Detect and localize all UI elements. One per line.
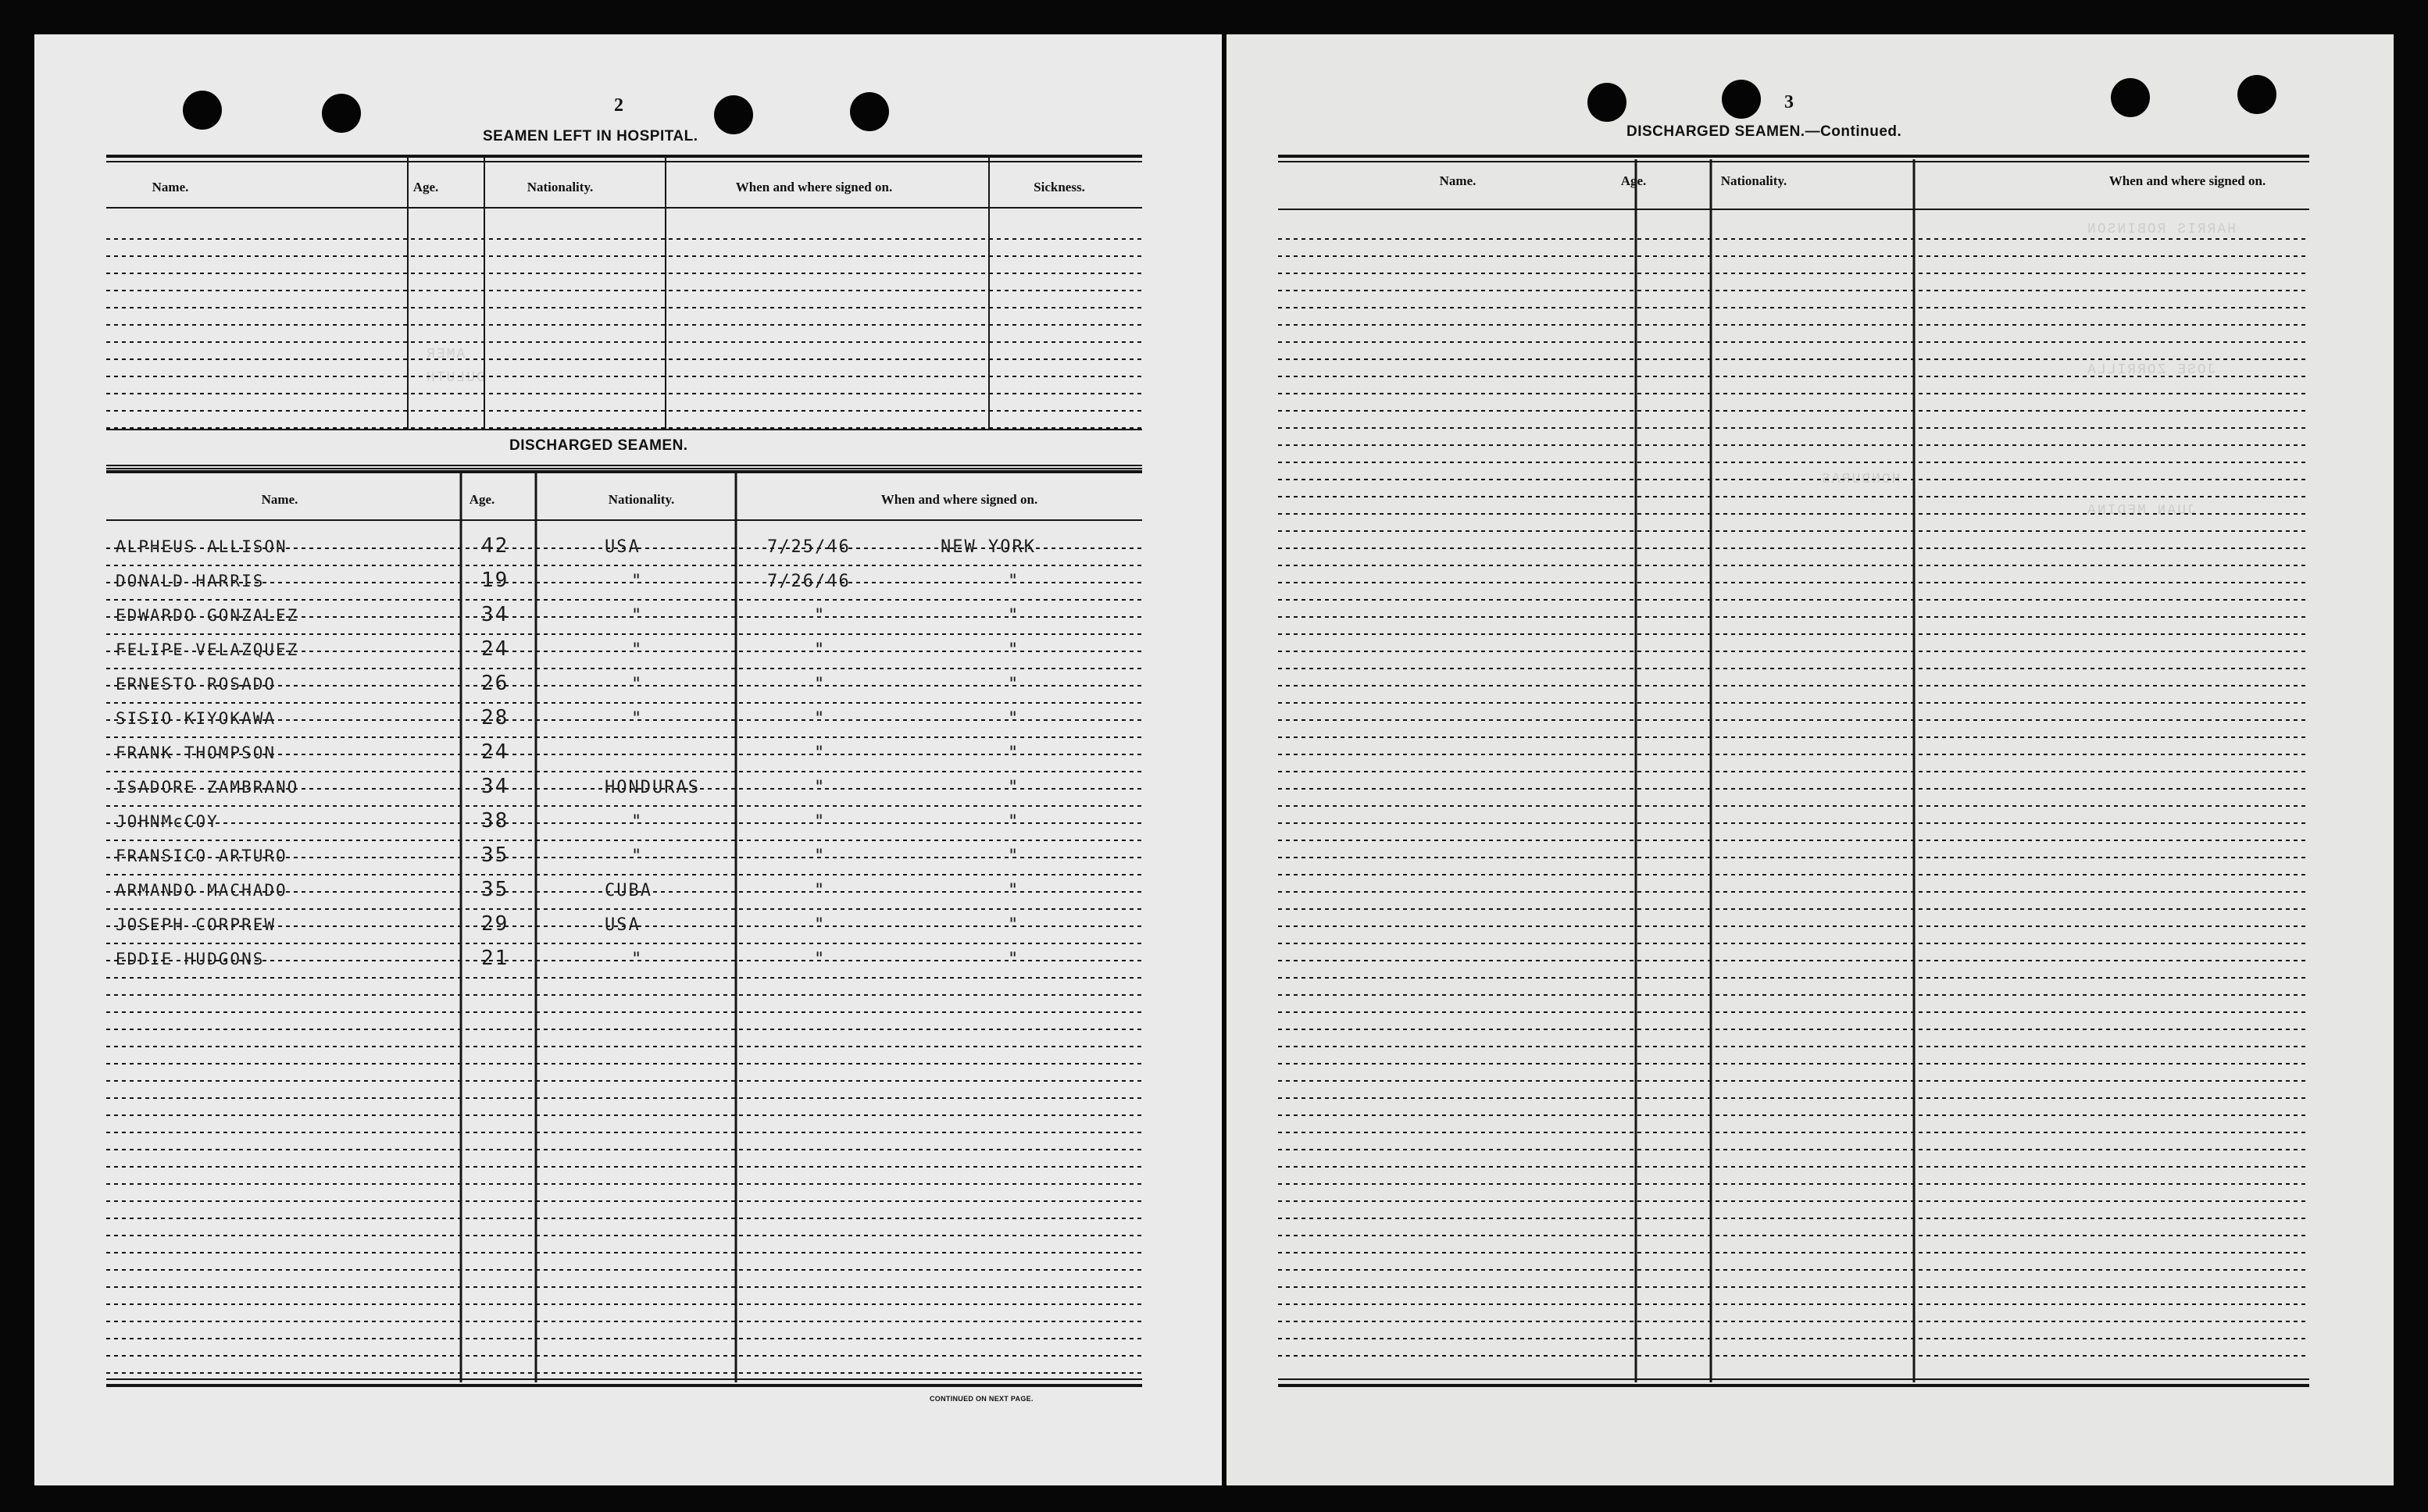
cell-nationality: ": [631, 606, 644, 626]
discharged-header-name: Name.: [261, 492, 298, 507]
cell-age: 42: [481, 534, 509, 558]
right-header-name: Name.: [1439, 173, 1476, 188]
hospital-header-nationality: Nationality.: [527, 180, 594, 194]
hospital-section-title: SEAMEN LEFT IN HOSPITAL.: [483, 128, 698, 144]
cell-place: ": [1008, 778, 1020, 797]
cell-name: SISIO KIYOKAWA: [116, 709, 277, 728]
right-header-nationality: Nationality.: [1720, 173, 1787, 188]
cell-age: 34: [481, 775, 509, 798]
right-rules: [1226, 34, 2394, 1485]
cell-nationality: CUBA: [605, 881, 652, 900]
cell-age: 35: [481, 878, 509, 901]
cell-place: NEW YORK: [941, 537, 1036, 557]
cell-name: ISADORE ZAMBRANO: [116, 778, 299, 797]
cell-date: ": [814, 847, 827, 866]
cell-nationality: ": [631, 709, 644, 729]
cell-age: 19: [481, 569, 509, 592]
cell-date: ": [814, 915, 827, 935]
cell-name: ARMANDO MACHADO: [116, 881, 287, 900]
cell-place: ": [1008, 606, 1020, 626]
cell-place: ": [1008, 915, 1020, 935]
cell-place: ": [1008, 572, 1020, 591]
discharged-header-nationality: Nationality.: [608, 492, 675, 507]
cell-place: ": [1008, 675, 1020, 694]
cell-place: ": [1008, 709, 1020, 729]
cell-name: JOHNMcCOY: [116, 812, 219, 831]
show-through-text: HONDURAS: [1820, 472, 1901, 487]
show-through-text: JUAN MEDINA: [2086, 503, 2196, 519]
cell-age: 35: [481, 843, 509, 867]
show-through-text: JOSE ZORRILLA: [2086, 362, 2216, 378]
cell-place: ": [1008, 847, 1020, 866]
cell-age: 29: [481, 912, 509, 936]
cell-nationality: ": [631, 640, 644, 660]
page-number: 2: [614, 95, 623, 116]
show-through-text: HARRIS ROBINSON: [2086, 222, 2237, 237]
cell-nationality: USA: [605, 537, 641, 557]
left-page: [34, 34, 1222, 1485]
cell-nationality: ": [631, 847, 644, 866]
cell-nationality: HONDURAS: [605, 778, 700, 797]
cell-date: ": [814, 881, 827, 900]
cell-age: 24: [481, 740, 509, 764]
cell-date: ": [814, 744, 827, 763]
page-number: 3: [1784, 92, 1794, 112]
cell-name: ALPHEUS ALLISON: [116, 537, 287, 556]
cell-nationality: ": [631, 675, 644, 694]
discharged-continued-title: DISCHARGED SEAMEN.—Continued.: [1626, 123, 1902, 140]
cell-age: 28: [481, 706, 509, 729]
cell-date: 7/25/46: [767, 537, 851, 557]
cell-date: 7/26/46: [767, 572, 851, 591]
show-through-text: DULUTH: [425, 370, 485, 386]
cell-name: FRANK THOMPSON: [116, 744, 277, 762]
cell-place: ": [1008, 744, 1020, 763]
right-header-age: Age.: [1620, 173, 1647, 188]
cell-nationality: ": [631, 950, 644, 969]
right-page: [1226, 34, 2394, 1485]
cell-nationality: ": [631, 572, 644, 591]
discharged-header-signed-on: When and where signed on.: [880, 492, 1038, 507]
cell-place: ": [1008, 640, 1020, 660]
cell-name: FELIPE VELAZQUEZ: [116, 640, 299, 659]
cell-date: ": [814, 606, 827, 626]
cell-nationality: USA: [605, 915, 641, 935]
hospital-header-name: Name.: [152, 180, 189, 194]
show-through-text: AMER: [425, 347, 466, 362]
cell-date: ": [814, 675, 827, 694]
cell-place: ": [1008, 950, 1020, 969]
cell-place: ": [1008, 812, 1020, 832]
cell-name: DONALD HARRIS: [116, 572, 265, 590]
cell-date: ": [814, 778, 827, 797]
cell-name: FRANSICO ARTURO: [116, 847, 287, 865]
cell-date: ": [814, 709, 827, 729]
cell-age: 26: [481, 672, 509, 695]
right-header-signed-on: When and where signed on.: [2108, 173, 2266, 188]
cell-name: ERNESTO ROSADO: [116, 675, 277, 694]
continued-note: CONTINUED ON NEXT PAGE.: [930, 1395, 1034, 1403]
cell-age: 21: [481, 947, 509, 970]
cell-nationality: ": [631, 812, 644, 832]
hospital-header-signed-on: When and where signed on.: [735, 180, 893, 194]
cell-name: EDWARDO GONZALEZ: [116, 606, 299, 625]
cell-age: 38: [481, 809, 509, 833]
discharged-header-age: Age.: [469, 492, 495, 507]
cell-date: ": [814, 812, 827, 832]
cell-name: EDDIE HUDGONS: [116, 950, 265, 968]
cell-place: ": [1008, 881, 1020, 900]
cell-age: 34: [481, 603, 509, 626]
hospital-header-age: Age.: [412, 180, 439, 194]
cell-date: ": [814, 640, 827, 660]
discharged-section-title: DISCHARGED SEAMEN.: [509, 437, 688, 454]
cell-age: 24: [481, 637, 509, 661]
hospital-header-sickness: Sickness.: [1034, 180, 1085, 194]
cell-date: ": [814, 950, 827, 969]
cell-name: JOSEPH CORPREW: [116, 915, 277, 934]
